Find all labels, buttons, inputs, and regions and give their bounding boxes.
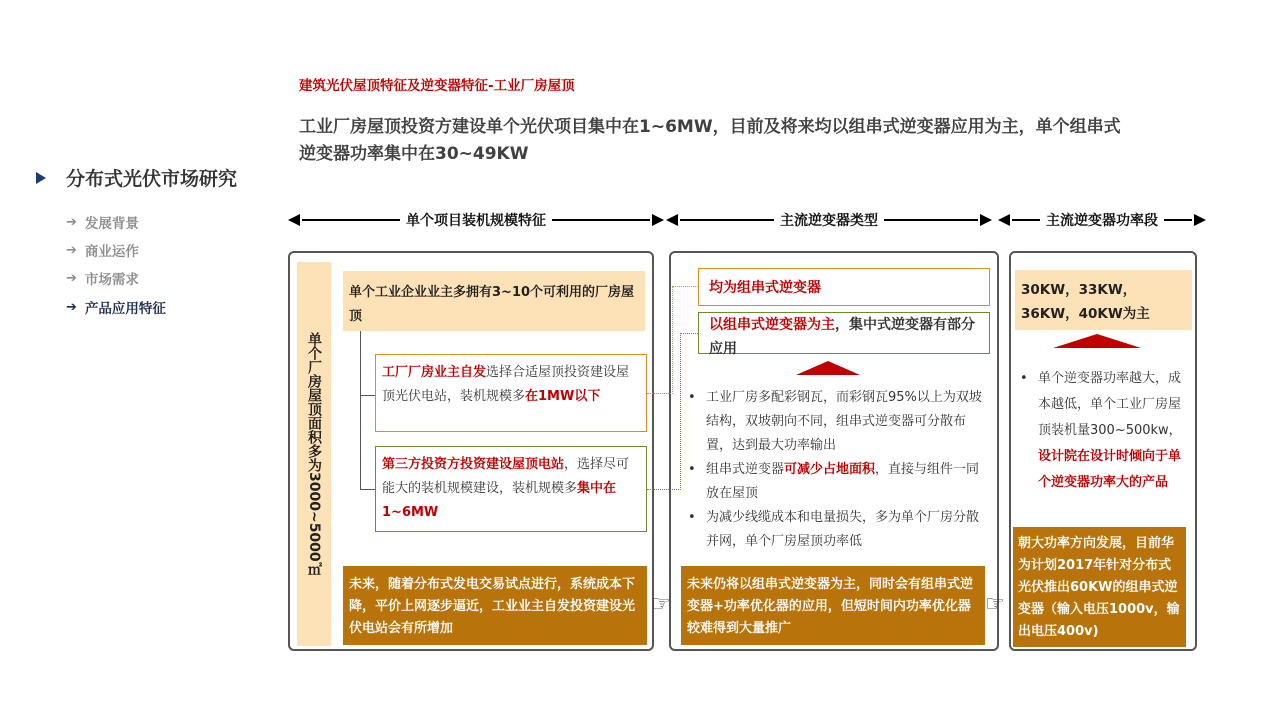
list-item: • 为减少线缆成本和电量损失，多为单个厂房分散并网，单个厂房屋顶功率低 xyxy=(684,506,988,554)
arrow-left-icon xyxy=(666,208,680,232)
section-header-scale: 单个项目装机规模特征 xyxy=(288,208,664,232)
dotted-connector xyxy=(680,333,681,490)
string-only-box: 均为组串式逆变器 xyxy=(698,268,990,306)
dotted-connector xyxy=(680,333,698,334)
self-owner-box: 工厂厂房业主自发选择合适屋顶投资建设屋顶光伏电站，装机规模多在1MW以下 xyxy=(375,354,647,432)
string-mainly-box: 以组串式逆变器为主，集中式逆变器有部分应用 xyxy=(698,312,990,354)
arrow-left-icon xyxy=(288,208,302,232)
arrow-right-icon: ➔ xyxy=(66,270,77,286)
list-item: • 组串式逆变器可减少占地面积，直接与组件一同放在屋顶 xyxy=(684,458,988,506)
future-box-scale: 未来，随着分布式发电交易试点进行，系统成本下降，平价上网逐步逼近，工业业主自发投资建设光伏电站会有所增加 xyxy=(343,566,647,645)
roof-area-label: 单个厂房屋顶面积多为3000~5000㎡ xyxy=(297,262,331,646)
owner-roofs-box: 单个工业企业业主多拥有3~10个可利用的厂房屋顶 xyxy=(343,271,645,331)
triangle-up-icon xyxy=(1053,334,1141,348)
list-item: • 单个逆变器功率越大，成本越低，单个工业厂房屋顶装机量300~500kw，设计院在设计时倾向于单个逆变器功率大的产品 xyxy=(1016,366,1190,496)
dotted-connector xyxy=(647,489,681,490)
tree-connector xyxy=(360,395,376,396)
dotted-connector xyxy=(672,286,673,394)
nav-item-background[interactable]: ➔ 发展背景 xyxy=(66,214,139,232)
section-header-type: 主流逆变器类型 xyxy=(666,208,992,232)
third-party-box: 第三方投资方投资建设屋顶电站，选择尽可能大的装机规模建设，装机规模多集中在1~6MW xyxy=(375,446,647,532)
pointing-hand-icon: ☞ xyxy=(985,592,1005,617)
dotted-connector xyxy=(672,286,698,287)
arrow-right-icon xyxy=(978,208,992,232)
power-range-box: 30KW，33KW，36KW，40KW为主 xyxy=(1015,270,1192,330)
nav-item-business[interactable]: ➔ 商业运作 xyxy=(66,242,139,260)
triangle-right-icon xyxy=(36,172,46,184)
power-reasons-list xyxy=(1016,366,1190,496)
list-item: • 工业厂房多配彩钢瓦，而彩钢瓦95%以上为双坡结构，双坡朝向不同，组串式逆变器可分散布置，达到最大功率输出 xyxy=(684,386,988,458)
arrow-right-icon xyxy=(1192,208,1206,232)
page-headline: 工业厂房屋顶投资方建设单个光伏项目集中在1~6MW，目前及将来均以组串式逆变器应用为主，单个组串式 逆变器功率集中在30~49KW xyxy=(299,117,1121,164)
future-box-type: 未来仍将以组串式逆变器为主，同时会有组串式逆变器+功率优化器的应用，但短时间内功率优化器较难得到大量推广 xyxy=(681,566,985,645)
arrow-right-icon xyxy=(650,208,664,232)
nav-title[interactable]: 分布式光伏市场研究 xyxy=(36,164,237,191)
arrow-right-icon: ➔ xyxy=(66,214,77,230)
triangle-up-icon xyxy=(796,361,860,375)
dotted-connector xyxy=(647,393,673,394)
section-header-power: 主流逆变器功率段 xyxy=(998,208,1206,232)
page-subtitle: 建筑光伏屋顶特征及逆变器特征-工业厂房屋顶 xyxy=(299,78,575,94)
type-reasons-list xyxy=(684,386,988,554)
arrow-left-icon xyxy=(998,208,1012,232)
arrow-right-icon: ➔ xyxy=(66,242,77,258)
pointing-hand-icon: ☞ xyxy=(651,592,671,617)
nav-item-demand[interactable]: ➔ 市场需求 xyxy=(66,270,139,288)
tree-connector xyxy=(360,331,361,489)
tree-connector xyxy=(360,489,376,490)
nav-item-product[interactable]: ➔ 产品应用特征 xyxy=(66,299,166,317)
arrow-right-icon: ➔ xyxy=(66,299,77,315)
future-box-power: 朝大功率方向发展，目前华为计划2017年针对分布式光伏推出60KW的组串式逆变器（输入电压1000v，输出电压400v) xyxy=(1013,527,1186,647)
